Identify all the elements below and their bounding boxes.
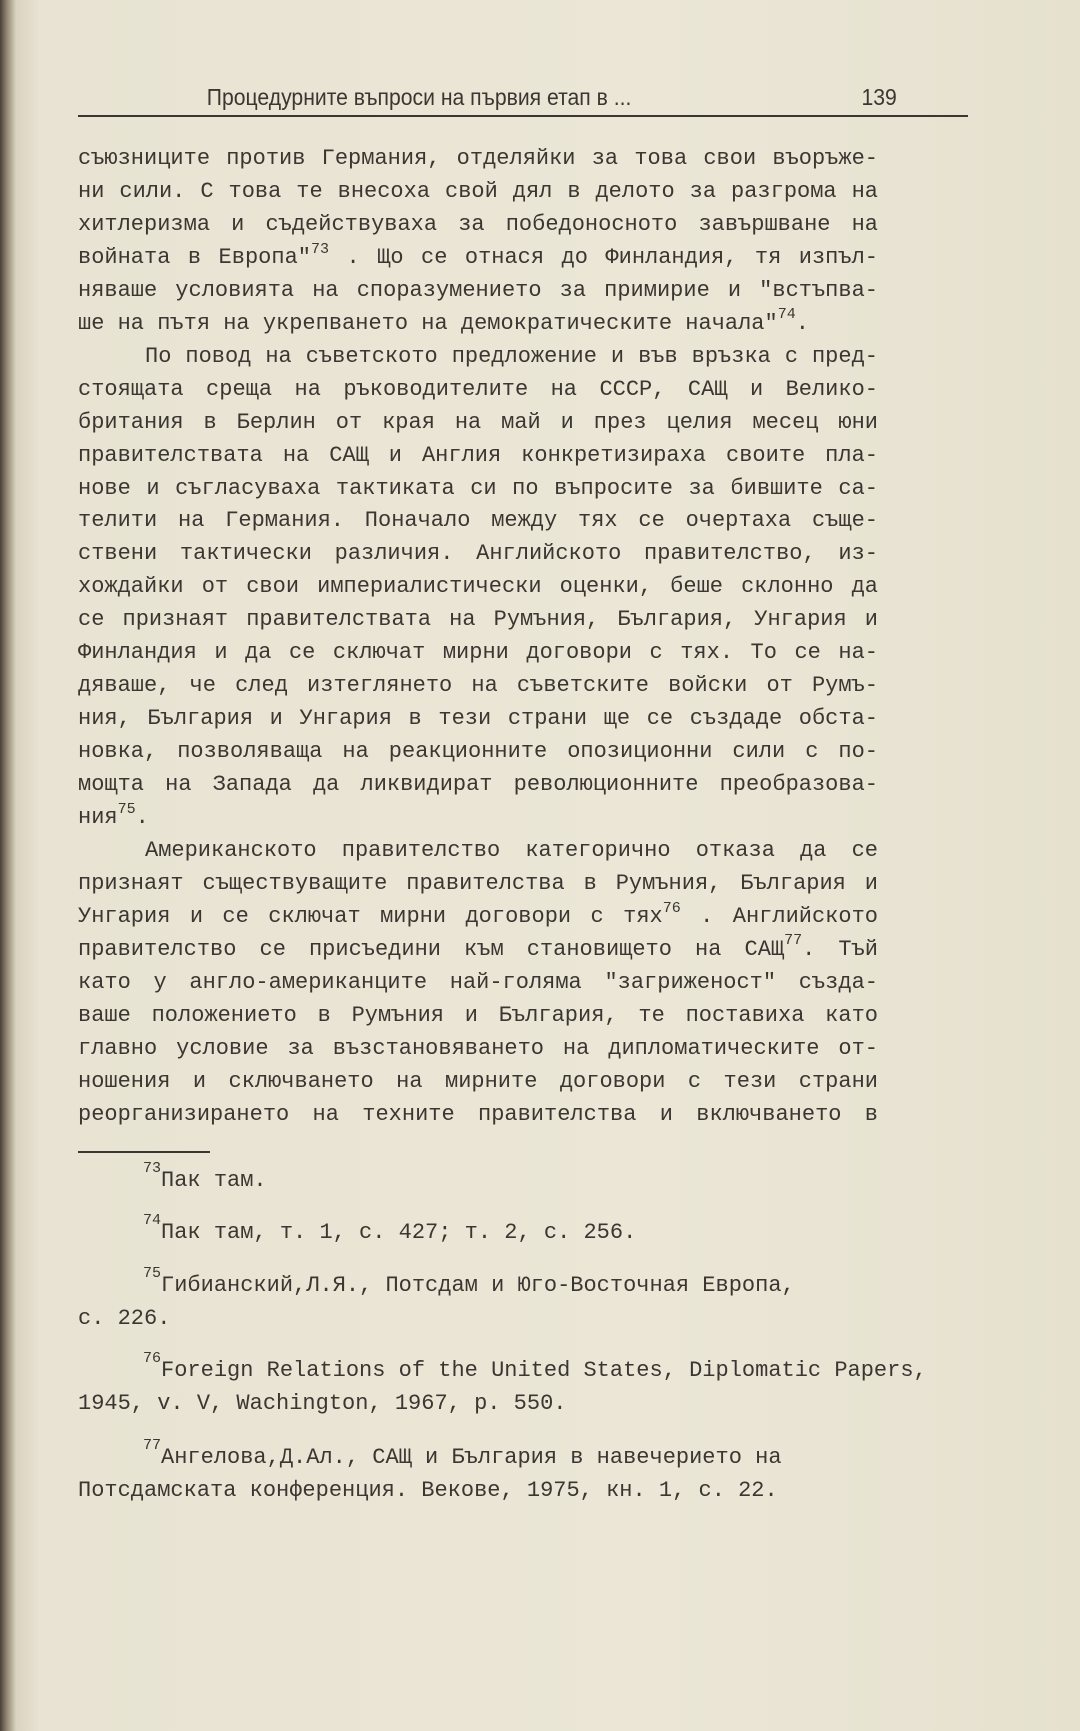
text-line (78, 506, 878, 536)
text-line (78, 899, 878, 932)
text-segment: дяваше, че след изтеглянето на съветските войски от Румъ- (78, 673, 878, 699)
text-line (78, 1067, 878, 1097)
footnote-number: 76 (143, 1349, 162, 1367)
footnote-76 (78, 1389, 566, 1419)
text-line (78, 932, 879, 965)
page-number: 139 (861, 84, 897, 110)
text-line (78, 1034, 878, 1064)
text-segment: Американското правителство категорично отказа да се (145, 837, 878, 863)
text-segment: войната в Европа" (78, 244, 311, 270)
text-segment: като у англо-американците най-голяма "загриженост" създа- (78, 969, 878, 995)
running-header-title: Процедурните въпроси на първия етап в ... (206, 84, 632, 110)
text-segment: ния, България и Унгария в тези страни ще се създаде обста- (78, 706, 878, 732)
footnote-ref: 75 (117, 800, 136, 818)
text-segment: ше на пътя на укрепването на демократическите начала" (78, 310, 778, 336)
footnote-number: 73 (143, 1159, 162, 1177)
text-segment: правителствата на САЩ и Англия конкретизираха своите пла- (78, 442, 878, 468)
text-segment: ствени тактически различия. Английското правителство, из- (78, 541, 878, 567)
footnote-77 (143, 1436, 782, 1473)
text-segment: хождайки от свои империалистически оценки, беше склонно да (78, 574, 878, 600)
text-segment: . Английското (680, 903, 878, 929)
footnote-text: Пак там. (161, 1168, 267, 1193)
footnote-separator (78, 1151, 210, 1153)
text-segment: телити на Германия. Поначало между тях се очертаха съще- (78, 508, 878, 534)
footnote-text: с. 226. (78, 1306, 171, 1331)
text-segment: По повод на съветското предложение и във връзка с пред- (145, 343, 878, 369)
text-line (78, 770, 878, 800)
footnote-ref: 74 (777, 306, 796, 324)
text-line (78, 869, 878, 899)
text-segment: Финландия и да се сключат мирни договори с тях. То се на- (78, 640, 878, 666)
text-line (145, 342, 878, 372)
text-line (78, 704, 878, 734)
text-line (78, 638, 878, 668)
text-segment: се признаят правителствата на Румъния, България, Унгария и (78, 607, 878, 633)
text-line (78, 539, 878, 569)
text-line (78, 408, 878, 438)
text-line (78, 605, 878, 635)
footnote-text: 1945, v. V, Wachington, 1967, p. 550. (78, 1391, 567, 1416)
footnote-text: Ангелова,Д.Ал., САЩ и България в навечерието на (161, 1445, 782, 1470)
text-segment: . Тъй (802, 936, 879, 962)
text-segment: ни сили. С това те внесоха свой дял в делото за разгрома на (78, 178, 878, 204)
text-line (78, 441, 878, 471)
text-line (78, 572, 878, 602)
footnote-text: Foreign Relations of the United States, Diplomatic Papers, (161, 1358, 927, 1383)
text-segment: реорганизирането на техните правителства и включването в (78, 1101, 878, 1127)
footnote-text: Потсдамската конференция. Векове, 1975, кн. 1, с. 22. (78, 1478, 778, 1503)
text-segment: . Що се отнася до Финландия, тя изпъл- (328, 244, 878, 270)
text-segment: ваше положението в Румъния и България, те поставиха като (78, 1002, 878, 1028)
text-line (78, 375, 878, 405)
header-rule (78, 115, 968, 117)
footnote-text: Пак там, т. 1, с. 427; т. 2, с. 256. (161, 1220, 637, 1245)
footnote-ref: 77 (784, 932, 803, 950)
text-line (78, 671, 878, 701)
text-segment: новка, позволяваща на реакционните опозиционни сили с по- (78, 739, 878, 765)
text-segment: нове и съгласуваха тактиката си по въпросите за бившите са- (78, 475, 878, 501)
footnote-text: Гибианский,Л.Я., Потсдам и Юго-Восточная Европа, (161, 1273, 795, 1298)
footnote-77 (78, 1476, 778, 1506)
text-line (78, 968, 878, 998)
footnote-ref: 76 (662, 899, 681, 917)
footnote-ref: 73 (310, 240, 329, 258)
text-line (78, 144, 878, 174)
text-line (78, 177, 878, 207)
text-segment: . (135, 805, 149, 830)
text-segment: няваше условията на споразумението за примирие и "встъпва- (78, 277, 878, 303)
text-segment: хитлеризма и съдействуваха за победоносното завършване на (78, 211, 878, 237)
text-segment: главно условие за възстановяването на дипломатическите от- (78, 1035, 878, 1061)
footnote-75 (78, 1304, 170, 1334)
text-segment: британия в Берлин от края на май и през целия месец юни (78, 409, 878, 435)
text-line (78, 1100, 878, 1130)
footnote-76 (143, 1349, 927, 1386)
footnote-73 (143, 1159, 267, 1196)
footnote-74 (143, 1211, 637, 1248)
footnote-number: 75 (143, 1264, 162, 1282)
text-line (78, 800, 878, 833)
text-line (78, 474, 878, 504)
footnote-number: 74 (143, 1211, 162, 1229)
text-segment: Унгария и се сключат мирни договори с тях (78, 903, 663, 929)
text-line (78, 737, 878, 767)
text-segment: ния (78, 805, 118, 830)
text-line (145, 836, 878, 866)
running-header (78, 84, 897, 110)
footnote-75 (143, 1264, 795, 1301)
text-line (78, 306, 878, 339)
text-line (78, 210, 878, 240)
text-segment: признаят съществуващите правителства в Румъния, България и (78, 870, 878, 896)
text-segment: . (795, 310, 809, 336)
text-segment: стоящата среща на ръководителите на СССР, САЩ и Велико- (78, 376, 878, 402)
text-line (78, 276, 878, 306)
text-line (78, 1001, 878, 1031)
text-segment: правителство се присъедини към становището на САЩ (78, 936, 785, 962)
footnote-number: 77 (143, 1436, 162, 1454)
text-segment: съюзниците против Германия, отделяйки за това свои въоръже- (78, 146, 878, 171)
text-line (78, 240, 878, 273)
text-segment: мощта на Запада да ликвидират революционните преобразова- (78, 772, 878, 798)
text-segment: ношения и сключването на мирните договори с тези страни (78, 1068, 878, 1094)
